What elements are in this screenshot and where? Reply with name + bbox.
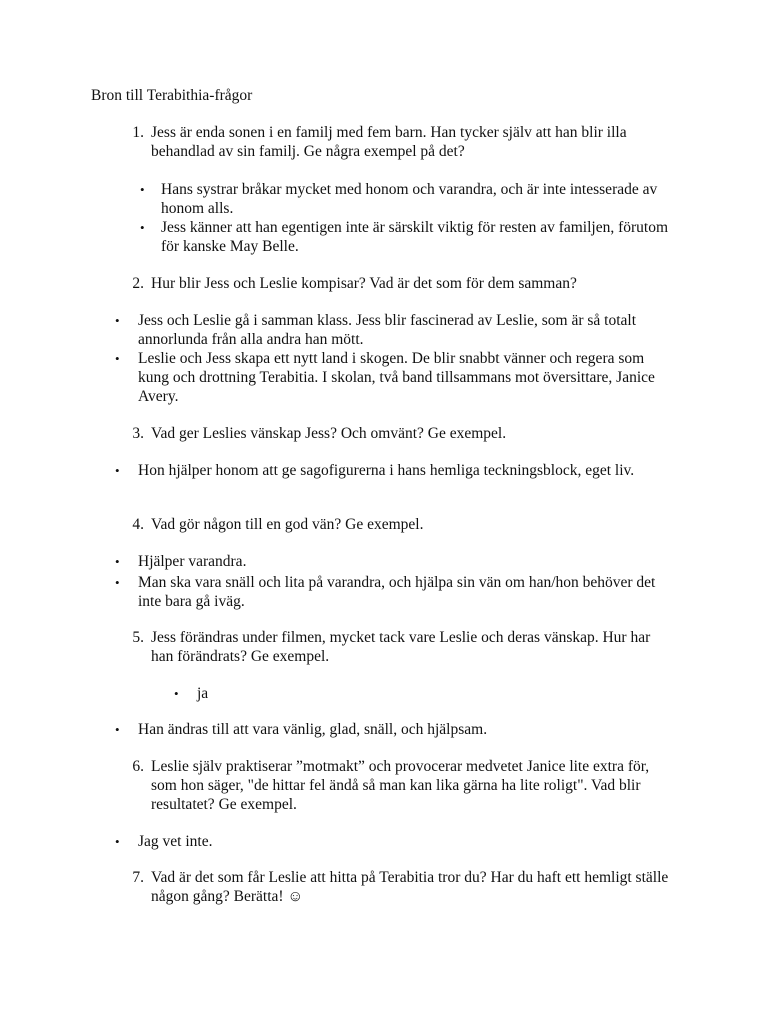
answer-item: ja: [197, 685, 209, 702]
bullet-icon: •: [115, 351, 120, 366]
answer-item: Jag vet inte.: [138, 833, 213, 850]
bullet-icon: •: [115, 722, 120, 737]
answer-item: Hans systrar bråkar mycket med honom och varandra, och är inte intesserade av honom alls.: [161, 181, 658, 217]
bullet-icon: •: [174, 686, 179, 701]
question-text: Jess förändras under filmen, mycket tack vare Leslie och deras vänskap. Hur har han förändrats? Ge exempel.: [151, 629, 651, 665]
question-text: Vad är det som får Leslie att hitta på Terabitia tror du? Har du haft ett hemligt ställe någon gång? Berätta! ☺: [151, 869, 669, 905]
question-number: 2.: [132, 275, 144, 292]
question-number: 4.: [132, 516, 144, 533]
question-text: Jess är enda sonen i en familj med fem barn. Han tycker själv att han blir illa behandlad av sin familj. Ge några exempel på det?: [151, 124, 627, 160]
answer-item: Jess och Leslie gå i samman klass. Jess blir fascinerad av Leslie, som är så totalt annorlunda från alla andra han mött.: [138, 312, 637, 348]
bullet-icon: •: [115, 463, 120, 478]
bullet-icon: •: [115, 313, 120, 328]
question-text: Leslie själv praktiserar ”motmakt” och provocerar medvetet Janice lite extra för, som hon säger, "de hittar fel ändå så man kan lika gärna ha lite roligt". Vad blir resultatet? Ge exempel.: [151, 758, 650, 813]
question-number: 3.: [132, 425, 144, 442]
question-number: 7.: [132, 869, 144, 886]
answer-item: Jess känner att han egentigen inte är särskilt viktig för resten av familjen, förutom för kanske May Belle.: [161, 219, 669, 255]
answer-item: Leslie och Jess skapa ett nytt land i skogen. De blir snabbt vänner och regera som kung och drottning Terabitia. I skolan, två band tillsammans mot översittare, Janice Avery.: [138, 350, 655, 405]
question-text: Hur blir Jess och Leslie kompisar? Vad är det som för dem samman?: [151, 275, 577, 292]
bullet-icon: •: [115, 575, 120, 590]
question-text: Vad gör någon till en god vän? Ge exempel.: [151, 516, 424, 533]
bullet-icon: •: [140, 182, 145, 197]
answer-item: Hon hjälper honom att ge sagofigurerna i hans hemliga teckningsblock, eget liv.: [138, 462, 635, 479]
bullet-icon: •: [115, 834, 120, 849]
answer-item: Man ska vara snäll och lita på varandra, och hjälpa sin vän om han/hon behöver det inte bara gå iväg.: [138, 574, 656, 610]
question-text: Vad ger Leslies vänskap Jess? Och omvänt? Ge exempel.: [151, 425, 507, 442]
document-title: Bron till Terabithia-frågor: [91, 87, 253, 104]
question-number: 5.: [132, 629, 144, 646]
question-number: 6.: [132, 758, 144, 775]
question-number: 1.: [132, 124, 144, 141]
answer-item: Han ändras till att vara vänlig, glad, snäll, och hjälpsam.: [138, 721, 488, 738]
answer-item: Hjälper varandra.: [138, 553, 247, 570]
bullet-icon: •: [115, 554, 120, 569]
bullet-icon: •: [140, 220, 145, 235]
